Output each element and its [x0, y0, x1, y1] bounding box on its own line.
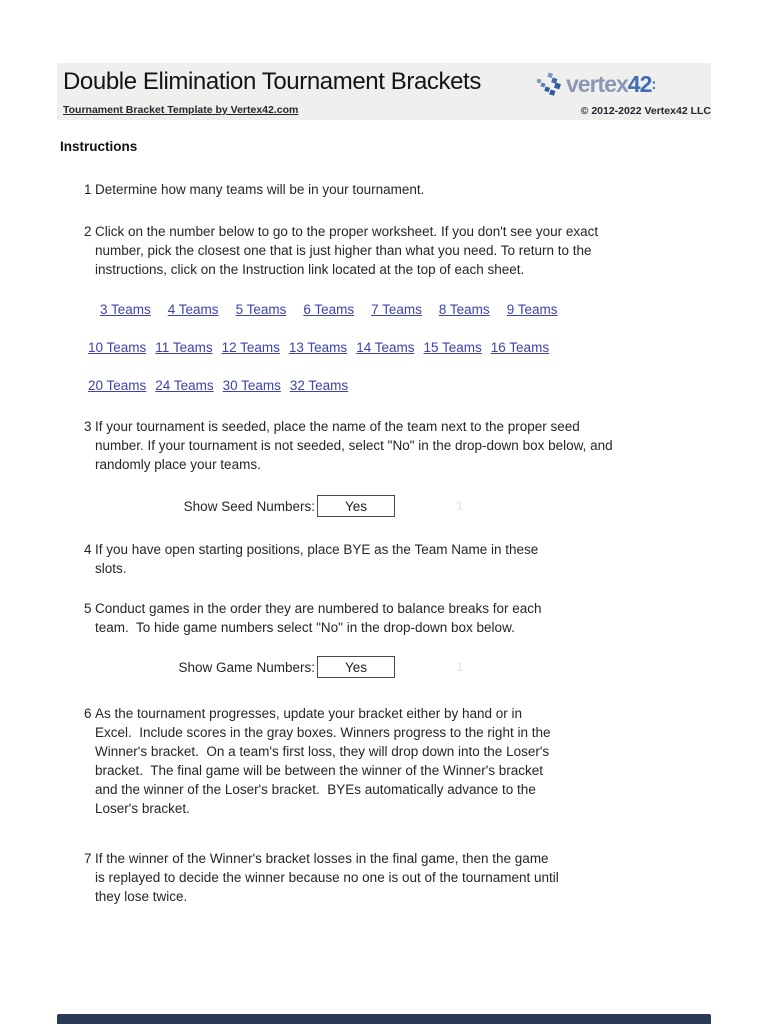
- instruction-number: 3: [84, 419, 92, 434]
- team-links-row-2: [88, 340, 549, 355]
- instruction-item-7: [84, 849, 559, 906]
- team-count-link[interactable]: 12 Teams: [221, 340, 280, 355]
- show-seed-numbers-label: Show Seed Numbers:: [183, 499, 315, 514]
- logo-text-42: 42: [627, 71, 652, 97]
- team-count-link[interactable]: 15 Teams: [423, 340, 482, 355]
- team-count-link[interactable]: 7 Teams: [371, 302, 422, 317]
- instruction-line: randomly place your teams.: [95, 457, 261, 472]
- instruction-number: 7: [84, 851, 92, 866]
- template-link[interactable]: Tournament Bracket Template by Vertex42.com: [63, 104, 299, 116]
- instruction-line: Excel. Include scores in the gray boxes. Winners progress to the right in the: [95, 725, 551, 740]
- vertex42-logo: [536, 71, 656, 98]
- instruction-line: As the tournament progresses, update your bracket either by hand or in: [95, 706, 522, 721]
- team-count-link[interactable]: 10 Teams: [88, 340, 147, 355]
- instruction-line: If your tournament is seeded, place the name of the team next to the proper seed: [95, 419, 580, 434]
- team-count-link[interactable]: 16 Teams: [490, 340, 550, 355]
- show-game-numbers-label: Show Game Numbers:: [178, 660, 315, 675]
- instruction-item-5: [84, 599, 542, 637]
- instruction-line: bracket. The final game will be between the winner of the Winner's bracket: [95, 763, 544, 778]
- instruction-item-4: [84, 540, 538, 578]
- team-links-row-3: [88, 378, 348, 393]
- faint-artifact: 1: [456, 498, 464, 513]
- next-page-edge: [57, 1014, 711, 1024]
- team-count-link[interactable]: 14 Teams: [356, 340, 415, 355]
- instruction-line: is replayed to decide the winner because no one is out of the tournament until: [95, 870, 559, 885]
- page-title: Double Elimination Tournament Brackets: [63, 68, 481, 95]
- instruction-number: 5: [84, 601, 92, 616]
- team-count-link[interactable]: 20 Teams: [88, 378, 147, 393]
- copyright-text: © 2012-2022 Vertex42 LLC: [580, 105, 711, 117]
- instruction-text: [95, 704, 550, 818]
- team-count-link[interactable]: 24 Teams: [155, 378, 214, 393]
- instruction-line: If you have open starting positions, place BYE as the Team Name in these: [95, 542, 539, 557]
- instruction-number: 4: [84, 542, 92, 557]
- instruction-line: Determine how many teams will be in your tournament.: [95, 182, 425, 197]
- team-count-link[interactable]: 9 Teams: [506, 302, 558, 317]
- faint-artifact: 1: [456, 659, 464, 674]
- instruction-line: number. If your tournament is not seeded, select "No" in the drop-down box below, and: [95, 438, 613, 453]
- instruction-text: [95, 599, 542, 637]
- team-count-link[interactable]: 13 Teams: [288, 340, 348, 355]
- logo-text-vertex: vertex: [566, 71, 628, 97]
- vertex42-logo-icon: [536, 71, 566, 98]
- instruction-text: [95, 417, 613, 474]
- team-count-link[interactable]: 3 Teams: [100, 302, 151, 317]
- instruction-line: and the winner of the Loser's bracket. BYEs automatically advance to the: [95, 782, 536, 797]
- team-count-link[interactable]: 30 Teams: [222, 378, 281, 393]
- logo-text-mark: :: [651, 76, 657, 93]
- instruction-number: 2: [84, 224, 92, 239]
- team-count-link[interactable]: 4 Teams: [167, 302, 219, 317]
- team-count-link[interactable]: 32 Teams: [289, 378, 349, 393]
- show-game-numbers-dropdown[interactable]: Yes: [317, 656, 395, 678]
- instruction-text: [95, 849, 559, 906]
- instructions-heading: Instructions: [60, 139, 138, 154]
- instruction-item-1: [84, 180, 424, 199]
- instruction-line: Conduct games in the order they are numbered to balance breaks for each: [95, 601, 542, 616]
- instruction-line: If the winner of the Winner's bracket losses in the final game, then the game: [95, 851, 549, 866]
- instruction-text: [95, 180, 424, 199]
- instruction-text: [95, 222, 598, 279]
- instruction-line: Click on the number below to go to the proper worksheet. If you don't see your exact: [95, 224, 599, 239]
- team-count-link[interactable]: 8 Teams: [438, 302, 490, 317]
- instruction-line: slots.: [95, 561, 127, 576]
- instruction-number: 6: [84, 706, 92, 721]
- instruction-line: team. To hide game numbers select "No" in the drop-down box below.: [95, 620, 515, 635]
- instruction-line: instructions, click on the Instruction link located at the top of each sheet.: [95, 262, 525, 277]
- instruction-number: 1: [84, 182, 92, 197]
- instruction-item-2: [84, 222, 598, 279]
- instruction-line: number, pick the closest one that is just higher than what you need. To return to the: [95, 243, 592, 258]
- team-count-link[interactable]: 5 Teams: [235, 302, 287, 317]
- instruction-text: [95, 540, 538, 578]
- team-count-link[interactable]: 6 Teams: [303, 302, 355, 317]
- instruction-item-6: [84, 704, 550, 818]
- team-count-link[interactable]: 11 Teams: [155, 340, 213, 355]
- instruction-line: Winner's bracket. On a team's first loss, they will drop down into the Loser's: [95, 744, 550, 759]
- instruction-item-3: [84, 417, 613, 474]
- show-seed-numbers-dropdown[interactable]: Yes: [317, 495, 395, 517]
- instruction-line: they lose twice.: [95, 889, 188, 904]
- team-links-row-1: [100, 302, 557, 317]
- instruction-line: Loser's bracket.: [95, 801, 190, 816]
